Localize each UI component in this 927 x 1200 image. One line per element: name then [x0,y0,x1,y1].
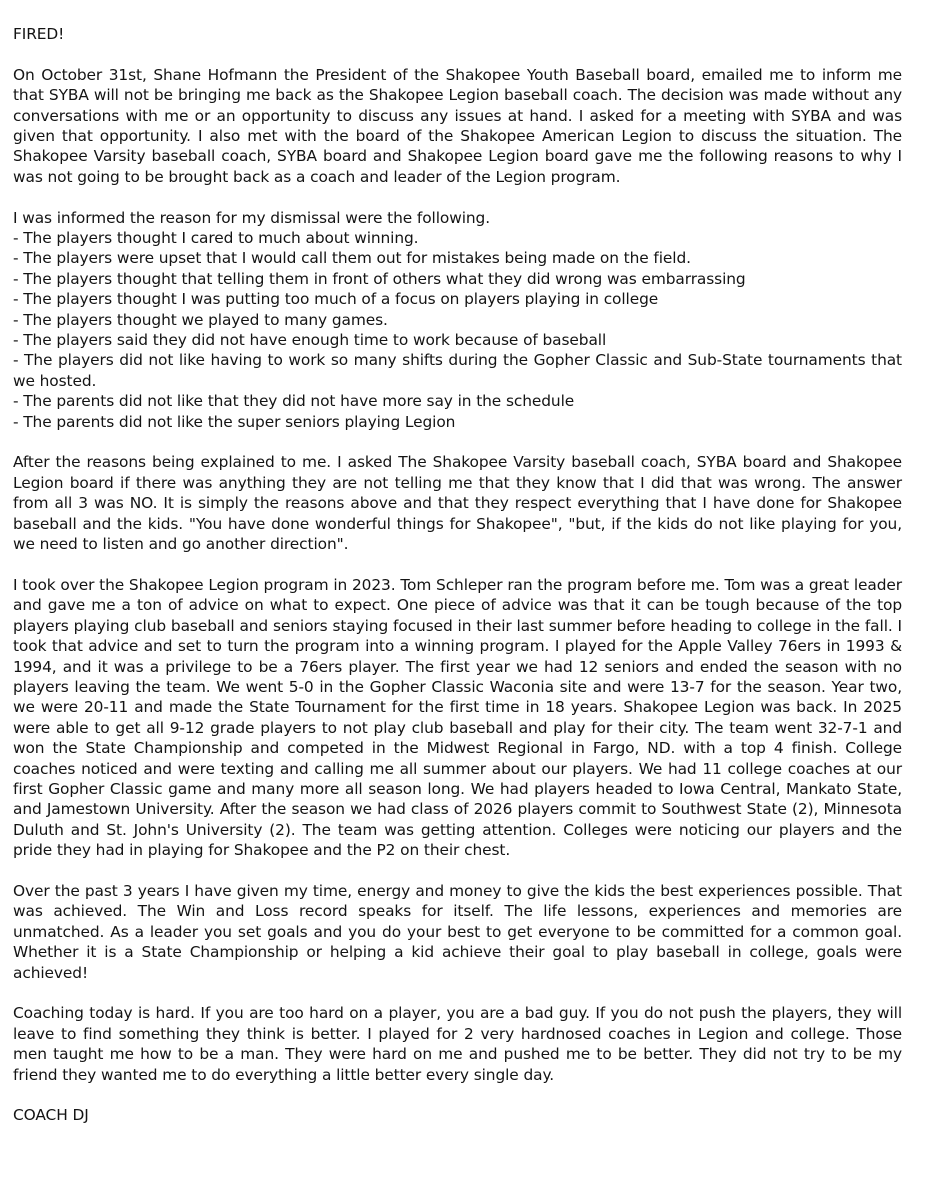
reasons-intro: I was informed the reason for my dismissal were the following. [13,208,490,227]
reason-item: - The parents did not like that they did not have more say in the schedule [13,392,575,411]
reason-item: - The players were upset that I would call them out for mistakes being made on the field. [13,249,691,268]
paragraph-program-history: I took over the Shakopee Legion program in 2023. Tom Schleper ran the program before me. Tom was a great leader and gave me a ton of advice on what to expect. One piece of advice was that it can be tough because of the top players playing club baseball and seniors staying focused in their last summer before heading to college in the fall. I took that advice and set to turn the program into a winning program. I played for the Apple Valley 76ers in 1993 & 1994, and it was a privilege to be a 76ers player. The first year we had 12 seniors and ended the season with no players leaving the team. We went 5-0 in the Gopher Classic Waconia site and were 13-7 for the season. Year two, we were 20-11 and made the State Tournament for the first time in 18 years. Shakopee Legion was back. In 2025 were able to get all 9-12 grade players to not play club baseball and play for their city. The team went 32-7-1 and won the State Championship and competed in the Midwest Regional in Fargo, ND. with a top 4 finish. College coaches noticed and were texting and calling me all summer about our players. We had 11 college coaches at our first Gopher Classic game and many more all season long. We had players headed to Iowa Central, Mankato State, and Jamestown University. After the season we had class of 2026 players commit to Southwest State (2), Minnesota Duluth and St. John's University (2). The team was getting attention. Colleges were noticing our players and the pride they had in playing for Shakopee and the P2 on their chest. [13,575,902,860]
letter-title: FIRED! [13,25,65,43]
paragraph-board-answer: After the reasons being explained to me. I asked The Shakopee Varsity baseball coach, SYBA board and Shakopee Legion board if there was anything they are not telling me that they know that I did that was wrong. The answer from all 3 was NO. It is simply the reasons above and that they respect everything that I have done for Shakopee baseball and the kids. "You have done wonderful things for Shakopee", "but, if the kids do not like playing for you, we need to listen and go another direction". [13,453,902,554]
paragraph-achievements: Over the past 3 years I have given my time, energy and money to give the kids the best experiences possible. That was achieved. The Win and Loss record speaks for itself. The life lessons, experiences and memories are unmatched. As a leader you set goals and you do your best to get everyone to be committed for a common goal. Whether it is a State Championship or helping a kid achieve their goal to play baseball in college, goals were achieved! [13,881,902,982]
signature: COACH DJ [13,1106,89,1125]
reason-item: - The players thought we played to many games. [13,310,388,329]
reason-item: - The parents did not like the super seniors playing Legion [13,412,456,431]
reason-item: - The players did not like having to work so many shifts during the Gopher Classic and Sub-State tournaments that we hosted. [13,351,902,390]
reason-item: - The players said they did not have enough time to work because of baseball [13,331,607,350]
reason-item: - The players thought I cared to much about winning. [13,229,419,248]
reason-item: - The players thought I was putting too much of a focus on players playing in college [13,290,659,309]
paragraph-dismissal-notice: On October 31st, Shane Hofmann the President of the Shakopee Youth Baseball board, emailed me to inform me that SYBA will not be bringing me back as the Shakopee Legion baseball coach. The decision was made without any conversations with me or an opportunity to discuss any issues at hand. I asked for a meeting with SYBA and was given that opportunity. I also met with the board of the Shakopee American Legion to discuss the situation. The Shakopee Varsity baseball coach, SYBA board and Shakopee Legion board gave me the following reasons to why I was not going to be brought back as a coach and leader of the Legion program. [13,65,902,186]
reasons-list [13,228,902,432]
reason-item: - The players thought that telling them in front of others what they did wrong was embarrassing [13,269,746,288]
paragraph-coaching-today: Coaching today is hard. If you are too hard on a player, you are a bad guy. If you do not push the players, they will leave to find something they think is better. I played for 2 very hardnosed coaches in Legion and college. Those men taught me how to be a man. They were hard on me and pushed me to be better. They did not try to be my friend they wanted me to do everything a little better every single day. [13,1004,902,1084]
